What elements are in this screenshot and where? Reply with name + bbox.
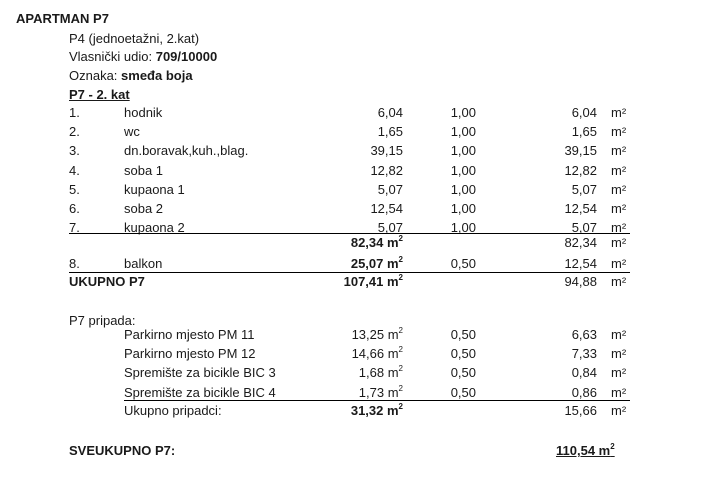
balcony-num: 8. [69,256,80,271]
belongs-item-coefficient: 0,50 [450,365,476,381]
room-coefficient: 1,00 [450,105,476,120]
belongs-item-unit: m² [611,346,627,362]
room-coefficient: 1,00 [450,124,476,140]
subtitle: P4 (jednoetažni, 2.kat) [69,31,200,46]
belongs-sum-net: 15,66 [564,403,597,418]
belongs-item-coefficient: 0,50 [450,346,476,362]
room-number: 2. [69,124,80,140]
room-name: kupaona 2 [124,220,185,236]
belongs-item-area: 1,68 $m^2$ [358,364,403,381]
share-value: 709/10000 [155,49,218,64]
room-area: 5,07 [377,181,403,197]
room-area: 1,65 [377,124,403,140]
mark [69,68,193,84]
room-coefficient: 1,00 [450,220,476,236]
room-name: kupaona 1 [124,181,185,197]
room-coefficient: 1,00 [450,162,476,178]
room-net-area: 1,65 [571,124,597,140]
total-label: UKUPNO P7 [69,274,145,289]
belongs-sum-unit: m² [611,403,627,418]
page-title: APARTMAN P7 [16,11,109,26]
room-name: wc [124,124,140,140]
total-net: 94,88 [564,274,597,289]
separator-line [69,233,630,234]
balcony-unit: m² [611,256,627,271]
room-area: 5,07 [377,220,403,236]
belongs-item-unit: m² [611,365,627,381]
belongs-label: P7 pripada: [69,313,136,328]
room-net-area: 39,15 [564,143,597,159]
room-number: 6. [69,201,80,216]
room-unit: m² [611,181,627,197]
room-net-area: 6,04 [571,105,597,120]
belongs-item-coefficient: 0,50 [450,384,476,400]
belongs-item-net-area: 0,84 [571,365,597,381]
room-coefficient: 1,00 [450,201,476,216]
belongs-item-unit: m² [611,384,627,400]
separator-line [69,272,630,273]
belongs-item-name: Parkirno mjesto PM 12 [124,346,256,362]
belongs-item-net-area: 7,33 [571,346,597,362]
room-area: 6,04 [377,105,403,120]
ownership-share [69,49,217,65]
subtotal-area: 82,34 $m^2$ [350,234,403,250]
belongs-item-net-area: 0,86 [571,384,597,400]
room-net-area: 5,07 [571,181,597,197]
belongs-item-unit: m² [611,327,627,342]
mark-value: smeđa boja [121,68,193,83]
room-area: 39,15 [370,143,403,159]
room-area: 12,54 [370,201,403,216]
room-area: 12,82 [370,162,403,178]
grand-total-value: 110,54 $m^2$ [556,442,615,458]
room-unit: m² [611,124,627,140]
total-area: 107,41 $m^2$ [343,273,403,289]
belongs-item-area: 13,25 $m^2$ [351,326,403,342]
room-net-area: 12,54 [564,201,597,216]
room-unit: m² [611,143,627,159]
room-unit: m² [611,162,627,178]
belongs-item-name: Spremište za bicikle BIC 4 [124,384,276,400]
belongs-item-area: 1,73 $m^2$ [358,383,403,400]
room-net-area: 12,82 [564,162,597,178]
room-coefficient: 1,00 [450,181,476,197]
room-number: 7. [69,220,80,236]
balcony-coef: 0,50 [450,256,476,271]
belongs-sum-label: Ukupno pripadci: [124,403,222,418]
grand-total-label: SVEUKUPNO P7: [69,443,176,458]
belongs-sum-area: 31,32 $m^2$ [350,402,403,418]
room-number: 4. [69,162,80,178]
subtotal-unit: m² [611,235,627,250]
subtotal-net: 82,34 [564,235,597,250]
mark-label: Oznaka: [69,68,122,83]
room-name: soba 2 [124,201,164,216]
room-unit: m² [611,220,627,236]
room-number: 5. [69,181,80,197]
room-number: 3. [69,143,80,159]
room-name: soba 1 [124,162,164,178]
belongs-item-coefficient: 0,50 [450,327,476,342]
balcony-area: 25,07 $m^2$ [350,255,403,271]
room-net-area: 5,07 [571,220,597,236]
room-unit: m² [611,201,627,216]
share-label: Vlasnički udio: [69,49,156,64]
room-number: 1. [69,105,80,120]
room-name: hodnik [124,105,163,120]
belongs-item-name: Spremište za bicikle BIC 3 [124,365,276,381]
belongs-item-area: 14,66 $m^2$ [351,345,403,362]
room-unit: m² [611,105,627,120]
room-name: dn.boravak,kuh.,blag. [124,143,249,159]
belongs-item-net-area: 6,63 [571,327,597,342]
separator-line [124,400,630,401]
balcony-name: balkon [124,256,163,271]
total-unit: m² [611,274,627,289]
room-coefficient: 1,00 [450,143,476,159]
section-heading: P7 - 2. kat [69,87,130,102]
belongs-item-name: Parkirno mjesto PM 11 [124,327,255,342]
balcony-net: 12,54 [564,256,597,271]
